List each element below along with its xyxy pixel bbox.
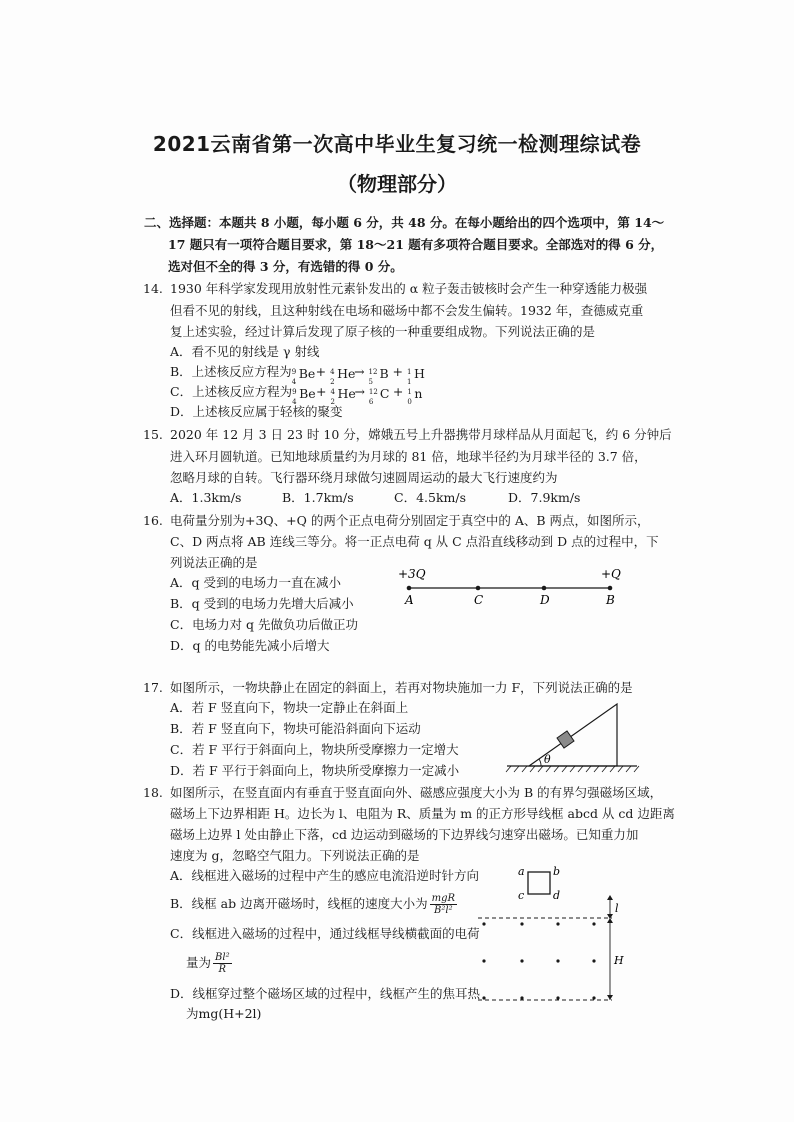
incline: [529, 704, 617, 766]
option-c: C．电场力对 q 先做负功后做正功: [170, 617, 359, 632]
dimension-l-arrow-up: [607, 895, 613, 900]
option-c-line-2: [186, 952, 234, 975]
fraction-denominator: R: [218, 964, 227, 975]
question-stem: 如图所示，一物块静止在固定的斜面上，若再对物块施加一力 F，下列说法正确的是: [170, 680, 633, 695]
question-stem-line: 复上述实验，经过计算后发现了原子核的一种重要组成物。下列说法正确的是: [170, 324, 596, 339]
option-b: B．q 受到的电场力先增大后减小: [170, 596, 354, 611]
option-d: D．q 的电势能先减小后增大: [170, 638, 330, 653]
charge-left-label: +3Q: [398, 567, 426, 581]
point-c-dot: [476, 586, 481, 591]
corner-a: a: [518, 865, 525, 878]
question-stem-line: 磁场上下边界相距 H。边长为 l、电阻为 R、质量为 m 的正方形导线框 abcd 从 cd 边距离: [170, 806, 675, 821]
field-dots: [482, 922, 595, 999]
angle-label: θ: [544, 753, 551, 766]
block: [557, 731, 574, 748]
question-number: 16.: [143, 513, 163, 528]
option-d: D．上述核反应属于轻核的聚变: [170, 404, 343, 419]
fraction-denominator: B²l²: [434, 905, 453, 916]
question-stem-line: C、D 两点将 AB 连线三等分。将一正点电荷 q 从 C 点沿直线移动到 D 点的过程中，下: [170, 534, 659, 549]
option-b: [170, 893, 459, 916]
option-b-fraction: [430, 893, 457, 916]
dimension-H-label: H: [614, 954, 624, 967]
page-subtitle: （物理部分）: [337, 172, 457, 196]
question-stem-line: 1930 年科学家发现用放射性元素钋发出的 α 粒子轰击铍核时会产生一种穿透能力极强: [170, 281, 648, 296]
option-c-prefix: C．上述核反应方程为: [170, 384, 293, 399]
question-stem-line: 磁场上边界 l 处由静止下落，cd 边运动到磁场的下边界线匀速穿出磁场。已知重力加: [170, 827, 639, 842]
option-b: B．1.7km/s: [282, 490, 354, 505]
question-stem-line: 电荷量分别为+3Q、+Q 的两个正点电荷分别固定于真空中的 A、B 两点，如图所示，: [170, 513, 650, 528]
point-a-label: A: [405, 593, 414, 607]
angle-arc: [539, 759, 541, 766]
magnetic-field-diagram: [470, 862, 640, 1008]
page-title: 2021云南省第一次高中毕业生复习统一检测理综试卷: [152, 132, 642, 156]
question-number: 14.: [143, 281, 163, 296]
question-number: 17.: [143, 680, 163, 695]
point-b-label: B: [606, 593, 615, 607]
question-stem-line: 列说法正确的是: [170, 555, 258, 570]
point-a-dot: [407, 586, 412, 591]
option-a: A．若 F 竖直向下，物块一定静止在斜面上: [170, 700, 409, 715]
option-b-prefix: B．上述核反应方程为: [170, 364, 292, 379]
option-c-prefix: 量为: [186, 955, 212, 970]
corner-c: c: [518, 889, 525, 902]
charges-diagram: [395, 562, 635, 612]
ground-hatching: [506, 766, 639, 772]
option-d: D．7.9km/s: [508, 490, 581, 505]
dimension-H-arrow-up: [607, 918, 613, 923]
option-a: A．1.3km/s: [170, 490, 242, 505]
question-number: 15.: [143, 427, 163, 442]
corner-b: b: [553, 865, 561, 878]
option-a: A．q 受到的电场力一直在减小: [170, 575, 342, 590]
fraction-numerator: Bl²: [215, 952, 230, 963]
fraction-numerator: mgR: [431, 893, 456, 904]
option-d: D．若 F 平行于斜面向上，物块所受摩擦力一定减小: [170, 763, 460, 778]
option-d-line-1: D．线框穿过整个磁场区域的过程中，线框产生的焦耳热: [170, 986, 481, 1001]
incline-diagram: [505, 696, 645, 776]
option-b-prefix: B．线框 ab 边离开磁场时，线框的速度大小为: [170, 896, 428, 911]
option-c-line-1: C．线框进入磁场的过程中，通过线框导线横截面的电荷: [170, 926, 480, 941]
option-c: C．若 F 平行于斜面向上，物块所受摩擦力一定增大: [170, 742, 459, 757]
corner-d: d: [553, 889, 561, 902]
option-d-line-2: 为mg(H+2l): [186, 1006, 262, 1021]
question-stem-line: 但看不见的射线，且这种射线在电场和磁场中都不会发生偏转。1932 年，查德威克重: [170, 303, 644, 318]
section-heading-line: 选对但不全的得 3 分，有选错的得 0 分。: [168, 259, 403, 274]
question-stem-line: 进入环月圆轨道。已知地球质量约为月球的 81 倍，地球半径约为月球半径的 3.7 倍，: [170, 449, 647, 464]
option-a: A．线框进入磁场的过程中产生的感应电流沿逆时针方向: [170, 868, 480, 883]
point-b-dot: [608, 586, 613, 591]
question-stem-line: 2020 年 12 月 3 日 23 时 10 分，嫦娥五号上升器携带月球样品从月面起飞，约 6 分钟后: [170, 427, 672, 442]
dimension-l-label: l: [615, 902, 619, 915]
question-number: 18.: [143, 785, 163, 800]
option-c-fraction: [213, 952, 232, 975]
option-b: B．若 F 竖直向下，物块可能沿斜面向下运动: [170, 721, 421, 736]
section-heading-line: 二、选择题：本题共 8 小题，每小题 6 分，共 48 分。在每小题给出的四个选项中，第 14～: [144, 215, 665, 230]
question-stem-line: 速度为 g，忽略空气阻力。下列说法正确的是: [170, 848, 420, 863]
question-stem-line: 忽略月球的自转。飞行器环绕月球做匀速圆周运动的最大飞行速度约为: [170, 470, 558, 485]
dimension-H-arrow-down: [607, 995, 613, 1000]
question-stem-line: 如图所示，在竖直面内有垂直于竖直面向外、磁感应强度大小为 B 的有界匀强磁场区域，: [170, 785, 663, 800]
charge-right-label: +Q: [601, 567, 621, 581]
option-b: B．上述核反应方程为 9 4 Be + 4 2 He → 12 5 B + 1 1 H: [170, 364, 425, 386]
point-d-label: D: [540, 593, 550, 607]
point-c-label: C: [474, 593, 484, 607]
wire-frame: [528, 872, 550, 894]
option-a: A．看不见的射线是 γ 射线: [170, 344, 320, 359]
option-c: C．4.5km/s: [394, 490, 466, 505]
point-d-dot: [542, 586, 547, 591]
option-c: C．上述核反应方程为 9 4 Be + 4 2 He → 12 6 C + 1 0 n: [170, 384, 423, 406]
section-heading-line: 17 题只有一项符合题目要求，第 18～21 题有多项符合题目要求。全部选对的得 6 分，: [168, 237, 664, 252]
